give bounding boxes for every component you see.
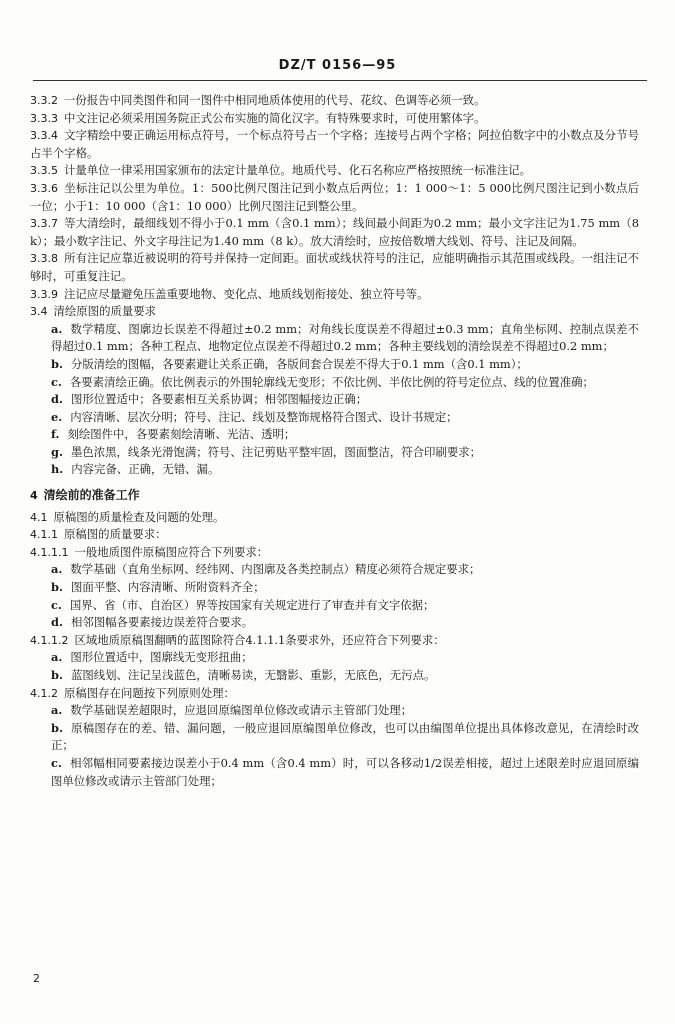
page-number: 2 xyxy=(33,972,40,985)
clause-text: 坐标注记以公里为单位。1：500比例尺图注记到小数点后两位；1：1 000～1：5 000比例尺图注记到小数点后一位；小于1：10 000（含1：10 000）比例尺图注记到整公里。 xyxy=(30,180,639,213)
clause-text: 区域地质原稿图翻晒的蓝图除符合4.1.1.1条要求外，还应符合下列要求： xyxy=(74,632,445,647)
item-text: 相邻幅相同要素接边误差小于0.4 mm（含0.4 mm）时，可以各移动1/2误差相接，超过上述限差时应退回原编图单位修改或请示主管部门处理； xyxy=(51,755,639,788)
clause-number: 3.3.8 xyxy=(30,252,58,266)
item-text: 相邻图幅各要素接边误差符合要求。 xyxy=(70,615,254,630)
clause-number: 3.3.7 xyxy=(30,217,58,231)
item-letter: d. xyxy=(51,392,63,407)
list-item xyxy=(30,579,639,597)
clause-text: 计量单位一律采用国家颁布的法定计量单位。地质代号、化石名称应严格按照统一标准注记。 xyxy=(64,163,532,178)
item-letter: h. xyxy=(51,462,64,477)
clause-4-1-1-2 xyxy=(30,632,639,650)
item-letter: a. xyxy=(51,703,63,718)
item-letter: b. xyxy=(51,580,63,595)
clause-text: 所有注记应靠近被说明的符号并保持一定间距。面状或线状符号的注记，应能明确指示其范围或线段。一组注记不够时，可重复注记。 xyxy=(30,251,639,283)
clause-3-3-3 xyxy=(30,110,639,128)
clause-3-4-heading xyxy=(30,303,639,321)
clause-number: 3.3.5 xyxy=(30,164,58,178)
clause-3-3-5 xyxy=(30,162,639,180)
clause-text: 等大清绘时，最细线划不得小于0.1 mm（含0.1 mm）；线间最小间距为0.2 mm；最小文字注记为1.75 mm（8 k）；最小数字注记、外文字母注记为1.40 mm（8 k）。放大清绘时，应按倍数增大线划、符号、注记及间隔。 xyxy=(30,216,639,248)
clause-text: 文字精绘中要正确运用标点符号，一个标点符号占一个字格；连接号占两个字格；阿拉伯数字中的小数点及分节号占半个字格。 xyxy=(30,128,639,160)
clause-text: 一份报告中同类图件和同一图件中相同地质体使用的代号、花纹、色调等必须一致。 xyxy=(64,93,486,107)
header-rule xyxy=(33,80,647,81)
clause-number: 4.1 xyxy=(30,510,48,524)
item-letter: c. xyxy=(51,755,62,770)
item-letter: c. xyxy=(51,374,62,389)
item-text: 刻绘图件中，各要素刻绘清晰、光洁、透明； xyxy=(67,427,296,442)
list-item xyxy=(30,426,639,444)
list-item xyxy=(30,720,639,755)
clause-text: 注记应尽量避免压盖重要地物、变化点、地质线划衔接处、独立符号等。 xyxy=(64,286,429,301)
item-text: 国界、省（市、自治区）界等按国家有关规定进行了审查并有文字依据； xyxy=(69,597,435,612)
list-item xyxy=(30,702,639,720)
clause-4-1-1-1 xyxy=(30,544,639,562)
list-item xyxy=(30,597,639,615)
item-letter: a. xyxy=(51,321,63,336)
item-letter: e. xyxy=(51,409,63,424)
item-text: 蓝图线划、注记呈浅蓝色，清晰易读，无翳影、重影，无底色，无污点。 xyxy=(70,668,436,682)
clause-number: 4.1.2 xyxy=(30,686,58,700)
list-item xyxy=(30,374,639,392)
clause-number: 4.1.1.1 xyxy=(30,545,69,559)
standard-code-header: DZ/T 0156—95 xyxy=(278,58,397,73)
item-letter: b. xyxy=(51,356,63,371)
item-letter: f. xyxy=(51,427,60,442)
item-text: 数学精度、图廓边长误差不得超过±0.2 mm；对角线长度误差不得超过±0.3 mm；直角坐标网、控制点误差不得超过0.1 mm；各种工程点、地物定位点误差不得超过0.2 mm；各种主要线划的清绘误差不得超过0.2 mm； xyxy=(51,321,639,354)
item-letter: b. xyxy=(51,668,63,682)
clause-title: 清绘原图的质量要求 xyxy=(53,304,157,319)
item-text: 图形位置适中，图廓线无变形扭曲； xyxy=(70,650,253,665)
item-text: 内容完备、正确，无错、漏。 xyxy=(71,462,220,477)
clause-4-1 xyxy=(30,509,639,527)
clause-number: 3.4 xyxy=(30,305,48,319)
clause-3-3-2 xyxy=(30,92,639,110)
clause-3-3-8 xyxy=(30,250,639,285)
section-title: 清绘前的准备工作 xyxy=(43,488,140,503)
item-text: 原稿图存在的差、错、漏问题，一般应退回原编图单位修改，也可以由编图单位提出具体修改意见，在清绘时改正； xyxy=(51,720,639,753)
section-number: 4 xyxy=(30,489,38,503)
clause-3-3-7 xyxy=(30,215,639,250)
item-text: 内容清晰、层次分明；符号、注记、线划及整饰规格符合图式、设计书规定； xyxy=(70,409,458,424)
clause-number: 4.1.1 xyxy=(30,528,58,542)
item-text: 分版清绘的图幅，各要素避让关系正确，各版间套合误差不得大于0.1 mm（含0.1 mm）； xyxy=(70,356,528,371)
item-text: 各要素清绘正确。依比例表示的外围轮廓线无变形；不依比例、半依比例的符号定位点、线的位置准确； xyxy=(69,374,594,389)
clause-text: 原稿图的质量要求： xyxy=(64,527,167,542)
clause-number: 3.3.2 xyxy=(30,94,58,107)
list-item xyxy=(30,649,639,667)
list-item xyxy=(30,444,639,462)
clause-4-1-2 xyxy=(30,685,639,703)
list-item xyxy=(30,321,639,356)
item-text: 数学基础误差超限时，应退回原编图单位修改或请示主管部门处理； xyxy=(70,703,413,718)
item-letter: a. xyxy=(51,650,63,665)
document-body xyxy=(30,92,639,790)
list-item xyxy=(30,755,639,790)
section-4-heading xyxy=(30,487,639,505)
item-text: 墨色浓黑，线条光滑饱满；符号、注记剪贴平整牢固，图面整洁，符合印刷要求； xyxy=(70,444,482,459)
item-letter: d. xyxy=(51,615,63,630)
clause-text: 原稿图存在问题按下列原则处理： xyxy=(64,685,235,700)
item-letter: g. xyxy=(51,444,63,459)
clause-number: 3.3.3 xyxy=(30,111,58,125)
list-item xyxy=(30,461,639,479)
clause-number: 4.1.1.2 xyxy=(30,633,69,647)
clause-4-1-1 xyxy=(30,526,639,544)
list-item xyxy=(30,561,639,579)
item-text: 图形位置适中；各要素相互关系协调；相邻图幅接边正确； xyxy=(70,392,368,407)
clause-number: 3.3.9 xyxy=(30,287,58,301)
list-item xyxy=(30,356,639,374)
item-text: 数学基础（直角坐标网、经纬网、内图廓及各类控制点）精度必须符合规定要求； xyxy=(70,562,481,577)
item-text: 图面平整、内容清晰、所附资料齐全； xyxy=(70,580,265,595)
list-item xyxy=(30,614,639,632)
clause-3-3-4 xyxy=(30,127,639,162)
clause-number: 3.3.6 xyxy=(30,181,58,195)
list-item xyxy=(30,409,639,427)
item-letter: c. xyxy=(51,597,62,612)
list-item xyxy=(30,391,639,409)
item-letter: b. xyxy=(51,720,63,735)
clause-text: 中文注记必须采用国务院正式公布实施的简化汉字。有特殊要求时，可使用繁体字。 xyxy=(64,110,486,125)
clause-text: 一般地质图件原稿图应符合下列要求： xyxy=(74,544,269,559)
list-item xyxy=(30,667,639,685)
clause-text: 原稿图的质量检查及问题的处理。 xyxy=(53,509,225,524)
clause-3-3-6 xyxy=(30,180,639,215)
item-letter: a. xyxy=(51,562,63,577)
clause-3-3-9 xyxy=(30,286,639,304)
clause-number: 3.3.4 xyxy=(30,129,58,143)
